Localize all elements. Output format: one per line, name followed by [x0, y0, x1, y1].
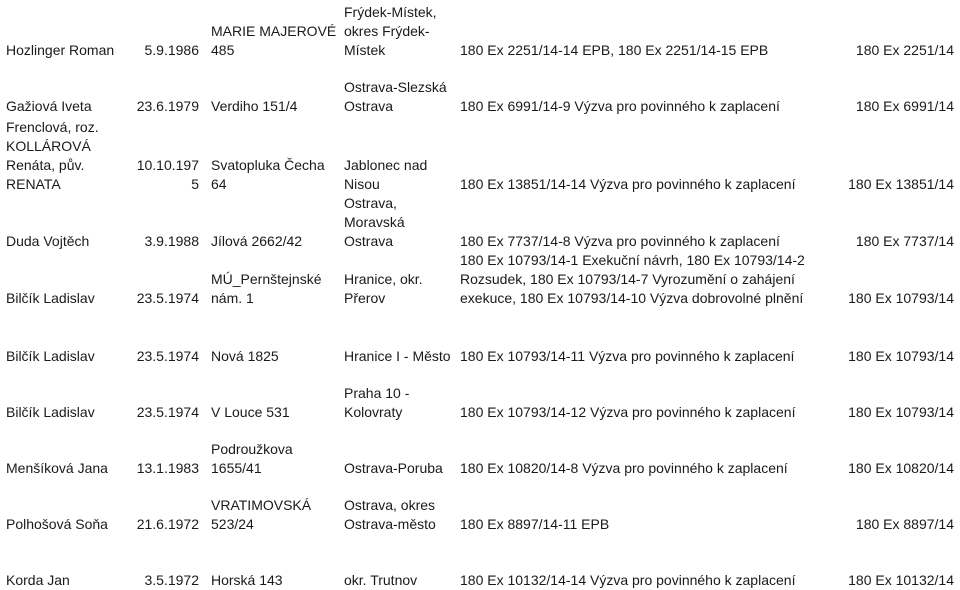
table-row: [0, 534, 960, 590]
place-cell: Hranice, okr. Přerov: [344, 271, 423, 306]
documents-cell: 180 Ex 2251/14-14 EPB, 180 Ex 2251/14-15 EPB: [460, 42, 769, 58]
name-cell: Hozlinger Roman: [6, 42, 115, 58]
table-row: [0, 60, 960, 116]
documents-cell: 180 Ex 10820/14-8 Výzva pro povinného k zaplacení: [460, 460, 788, 476]
birth-date-cell: 3.9.1988: [144, 233, 199, 249]
place-cell: Ostrava-Poruba: [344, 460, 443, 476]
table-row: [0, 0, 960, 60]
documents-cell: 180 Ex 10793/14-12 Výzva pro povinného k zaplacení: [460, 404, 796, 420]
address-cell: V Louce 531: [211, 404, 290, 420]
address-cell: Svatopluka Čecha 64: [211, 157, 325, 192]
documents-cell: 180 Ex 10132/14-14 Výzva pro povinného k zaplacení: [460, 572, 796, 588]
birth-date-cell: 5.9.1986: [144, 42, 199, 58]
documents-cell: 180 Ex 6991/14-9 Výzva pro povinného k zaplacení: [460, 98, 780, 114]
documents-cell: 180 Ex 10793/14-11 Výzva pro povinného k zaplacení: [460, 348, 795, 364]
address-cell: MARIE MAJEROVÉ 485: [211, 23, 337, 58]
address-cell: MÚ_Pernštejnské nám. 1: [211, 271, 322, 306]
table-row: [0, 366, 960, 422]
place-cell: Praha 10 - Kolovraty: [344, 385, 410, 420]
birth-date-cell: 10.10.1975: [136, 157, 199, 192]
table-row: [0, 116, 960, 194]
address-cell: Nová 1825: [211, 348, 279, 364]
case-number-cell: 180 Ex 13851/14: [848, 176, 954, 192]
case-number-cell: 180 Ex 10793/14: [848, 404, 954, 420]
table-row: [0, 478, 960, 534]
documents-cell: 180 Ex 8897/14-11 EPB: [460, 516, 610, 532]
table-row: [0, 422, 960, 478]
name-cell: Korda Jan: [6, 572, 70, 588]
name-cell: Polhošová Soňa: [6, 516, 108, 532]
address-cell: Jílová 2662/42: [211, 233, 303, 249]
name-cell: Bilčík Ladislav: [6, 404, 95, 420]
birth-date-cell: 23.5.1974: [136, 404, 199, 420]
case-number-cell: 180 Ex 10793/14: [848, 348, 954, 364]
place-cell: Ostrava-Slezská Ostrava: [344, 79, 447, 114]
case-number-cell: 180 Ex 2251/14: [855, 42, 954, 58]
name-cell: Frenclová, roz. KOLLÁROVÁ Renáta, pův. RENATA: [6, 119, 99, 192]
birth-date-cell: 3.5.1972: [144, 572, 199, 588]
case-number-cell: 180 Ex 10820/14: [848, 460, 954, 476]
table-row: [0, 194, 960, 251]
address-cell: Podroužkova 1655/41: [211, 441, 293, 476]
name-cell: Menšíková Jana: [6, 460, 108, 476]
address-cell: VRATIMOVSKÁ 523/24: [211, 497, 312, 532]
place-cell: okr. Trutnov: [344, 572, 418, 588]
case-number-cell: 180 Ex 10132/14: [848, 572, 954, 588]
birth-date-cell: 23.5.1974: [136, 290, 199, 306]
place-cell: Hranice I - Město: [344, 348, 451, 364]
address-cell: Verdiho 151/4: [211, 98, 298, 114]
documents-cell: 180 Ex 10793/14-1 Exekuční návrh, 180 Ex 10793/14-2 Rozsudek, 180 Ex 10793/14-7 Vyrozumění o zahájení exekuce, 180 Ex 10793/14-10 Výzva dobrovolné plnění: [460, 252, 805, 306]
birth-date-cell: 21.6.1972: [136, 516, 199, 532]
birth-date-cell: 13.1.1983: [136, 460, 199, 476]
address-cell: Horská 143: [211, 572, 283, 588]
name-cell: Bilčík Ladislav: [6, 348, 95, 364]
place-cell: Ostrava, Moravská Ostrava: [344, 195, 405, 249]
name-cell: Bilčík Ladislav: [6, 290, 95, 306]
name-cell: Duda Vojtěch: [6, 233, 90, 249]
table-row: [0, 308, 960, 366]
place-cell: Frýdek-Místek, okres Frýdek-Místek: [344, 4, 437, 58]
case-number-cell: 180 Ex 6991/14: [855, 98, 954, 114]
documents-cell: 180 Ex 7737/14-8 Výzva pro povinného k zaplacení: [460, 233, 780, 249]
birth-date-cell: 23.6.1979: [136, 98, 199, 114]
case-number-cell: 180 Ex 10793/14: [848, 290, 954, 306]
name-cell: Gažiová Iveta: [6, 98, 92, 114]
documents-cell: 180 Ex 13851/14-14 Výzva pro povinného k zaplacení: [460, 176, 796, 192]
table-row: [0, 251, 960, 308]
case-number-cell: 180 Ex 8897/14: [855, 516, 954, 532]
case-number-cell: 180 Ex 7737/14: [855, 233, 954, 249]
birth-date-cell: 23.5.1974: [136, 348, 199, 364]
place-cell: Ostrava, okres Ostrava-město: [344, 497, 436, 532]
place-cell: Jablonec nad Nisou: [344, 157, 428, 192]
